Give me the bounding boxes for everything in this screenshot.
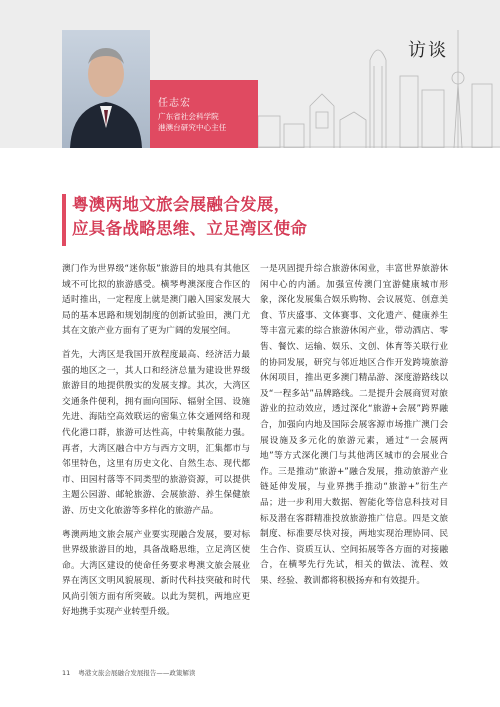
page-footer [62,668,201,677]
author-name: 任志宏 [158,98,191,109]
city-skyline-illustration [250,20,500,148]
author-info-box [150,80,258,148]
title-accent-bar [62,194,66,246]
paragraph: 澳门作为世界级“迷你版”旅游目的地具有其他区域不可比拟的旅游感受。横琴粤澳深度合作区的适时推出，一定程度上就是澳门融入国家发展大局的基本思路和规划制度的创新试验田，澳门尤其在文旅产业方面有了更为广阔的发展空间。 [62,264,250,337]
paragraph: 粤澳两地文旅会展产业要实现融合发展，要对标世界级旅游目的地，具备战略思维，立足湾区使命。大湾区建设的使命任务要求粤澳文旅会展业界在湾区文明风貌展现、新时代科技突破和时代风尚引领方面有所突破。以此为契机，两地应更好地携手实现产业转型升级。 [62,529,250,618]
article-title-line2: 应具备战略思维、立足湾区使命 [72,219,308,238]
article-title-line1: 粤澳两地文旅会展融合发展， [72,195,291,214]
author-affiliation-line1: 广东省社会科学院 [158,112,219,121]
author-affiliation-line2: 港澳台研究中心主任 [158,123,227,132]
paragraph: 首先，大湾区是我国开放程度最高、经济活力最强的地区之一，其人口和经济总量为建设世界级旅游目的地提供殷实的发展支撑。其次，大湾区交通条件便利，拥有面向国际、辐射全国、设施先进、海陆空高效联运的密集立体交通网络和现代化港口群，旅游可达性高，中转集散能力强。再者，大湾区融合中方与西方文明，汇集都市与邻里特色，这里有历史文化、自然生态、现代都市、田园村落等不同类型的旅游资源，可以提供主题公园游、邮轮旅游、会展旅游、养生保健旅游、历史文化旅游等多样化的旅游产品。 [62,349,250,516]
section-label: 访谈 [408,40,448,61]
right-column [260,262,448,589]
left-column [62,262,250,621]
page-number: 11 [62,669,71,677]
paragraph: 一是巩固提升综合旅游休闲业，丰富世界旅游休闲中心的内涵。加强宣传澳门宜游健康城市形象，深化发展集合娱乐购物、会议展览、创意美食、节庆盛事、文体赛事、文化遗产、健康养生等丰富元素的综合旅游休闲产业，带动酒店、零售、餐饮、运输、娱乐、文创、体育等关联行业的协同发展，研究与邻近地区合作开发跨境旅游休闲项目，推出更多澳门精品游、深度游路线以及“一程多站”品牌路线。二是提升会展商贸对旅游业的拉动效应，透过深化“旅游+会展”跨界融合，加强向内地及国际会展客源市场推广澳门会展设施及多元化的旅游元素，通过“一会展两地”等方式深化澳门与其他湾区城市的会展业合作。三是推动“旅游+”融合发展，推动旅游产业链延伸发展，与业界携手推动“旅游+”衍生产品；进一步利用大数据、智能化等信息科技对目标及潜在客群精准投放旅游推广信息。四是文旅制度、标准要尽快对接，两地实现治理协同、民生合作、资质互认、空间拓展等各方面的对接融合，在横琴先行先试，相关的做法、流程、效果、经验、教训都将积极扬弃和有效提升。 [260,264,448,586]
article-title [72,193,307,241]
author-portrait [62,30,150,148]
publication-name: 粤港文旅会展融合发展报告——政策解读 [78,669,196,677]
